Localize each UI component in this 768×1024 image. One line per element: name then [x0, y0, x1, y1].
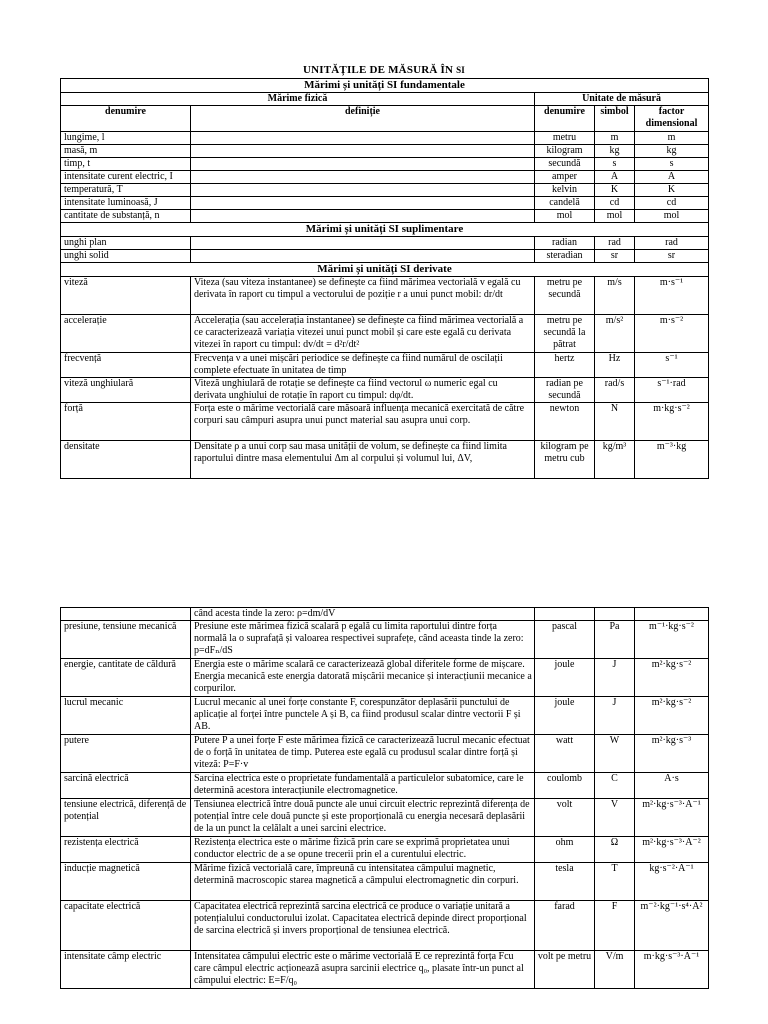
- dimensional-factor: m²·kg·s⁻³: [635, 735, 709, 773]
- quantity-name: unghi plan: [61, 237, 191, 250]
- unit-name: kilogram: [535, 145, 595, 158]
- quantity-name: densitate: [61, 441, 191, 479]
- quantity-name: tensiune electrică, diferență de potențial: [61, 799, 191, 837]
- group-header-row: [61, 93, 709, 106]
- unit-symbol: rad: [595, 237, 635, 250]
- unit-name: joule: [535, 659, 595, 697]
- dimensional-factor: s⁻¹: [635, 353, 709, 378]
- quantity-definition: [191, 171, 535, 184]
- table-row: [61, 353, 709, 378]
- unit-name: volt: [535, 799, 595, 837]
- quantity-name: viteză unghiulară: [61, 378, 191, 403]
- dimensional-factor: kg·s⁻²·A⁻¹: [635, 863, 709, 901]
- unit-name: pascal: [535, 621, 595, 659]
- unit-symbol: J: [595, 659, 635, 697]
- unit-symbol: m: [595, 132, 635, 145]
- quantity-definition: [191, 250, 535, 263]
- unit-name: tesla: [535, 863, 595, 901]
- quantity-definition: [191, 132, 535, 145]
- quantity-definition: [191, 237, 535, 250]
- column-header-symbol: simbol: [595, 106, 635, 132]
- table-row: [61, 184, 709, 197]
- unit-name: steradian: [535, 250, 595, 263]
- unit-name: metru pe secundă: [535, 277, 595, 315]
- unit-symbol: m/s²: [595, 315, 635, 353]
- table-row: [61, 403, 709, 441]
- quantity-definition: [191, 184, 535, 197]
- unit-name: kilogram pe metru cub: [535, 441, 595, 479]
- quantity-definition: [191, 210, 535, 223]
- column-header-unit-name: denumire: [535, 106, 595, 132]
- page-title: [0, 64, 768, 76]
- quantity-name: cantitate de substanță, n: [61, 210, 191, 223]
- si-units-table: [60, 78, 709, 479]
- column-header-definition: definiție: [191, 106, 535, 132]
- table-row-continuation: [61, 608, 709, 621]
- section-title: Mărimi și unități SI fundamentale: [61, 79, 709, 93]
- quantity-definition: când acesta tinde la zero: ρ=dm/dV: [191, 608, 535, 621]
- dimensional-factor: m·kg·s⁻³·A⁻¹: [635, 951, 709, 989]
- quantity-definition: [191, 158, 535, 171]
- section-title: Mărimi și unități SI derivate: [61, 263, 709, 277]
- quantity-name: intensitate câmp electric: [61, 951, 191, 989]
- quantity-name: temperatură, T: [61, 184, 191, 197]
- quantity-name: sarcină electrică: [61, 773, 191, 799]
- unit-name: radian pe secundă: [535, 378, 595, 403]
- quantity-definition: Energia este o mărime scalară ce caracterizează global diferitele forme de mișcare. Energia mecanică este energia datorată mișcării mecanice și interacțiunii mecanice a corpurilor.: [191, 659, 535, 697]
- quantity-name: timp, t: [61, 158, 191, 171]
- table-row: [61, 735, 709, 773]
- table-row: [61, 378, 709, 403]
- unit-symbol: s: [595, 158, 635, 171]
- quantity-name: capacitate electrică: [61, 901, 191, 951]
- table-row: [61, 863, 709, 901]
- section-header-fundamental: [61, 79, 709, 93]
- si-units-table-continued: [60, 607, 709, 989]
- dimensional-factor: m⁻¹·kg·s⁻²: [635, 621, 709, 659]
- quantity-name: [61, 608, 191, 621]
- table-row: [61, 659, 709, 697]
- quantity-definition: Intensitatea câmpului electric este o mărime vectorială E ce reprezintă forța Fcu care câmpul electric acționează asupra sarcinii electrice q₀, plasate într-un punct al câmpului electric: E=F/q₀: [191, 951, 535, 989]
- table-row: [61, 158, 709, 171]
- table-row: [61, 837, 709, 863]
- unit-name: hertz: [535, 353, 595, 378]
- unit-symbol: m/s: [595, 277, 635, 315]
- dimensional-factor: A: [635, 171, 709, 184]
- column-header-row: [61, 106, 709, 132]
- dimensional-factor: m·s⁻¹: [635, 277, 709, 315]
- table-row: [61, 901, 709, 951]
- quantity-name: intensitate luminoasă, J: [61, 197, 191, 210]
- table-row: [61, 250, 709, 263]
- unit-symbol: T: [595, 863, 635, 901]
- dimensional-factor: A·s: [635, 773, 709, 799]
- dimensional-factor: s: [635, 158, 709, 171]
- quantity-name: putere: [61, 735, 191, 773]
- dimensional-factor: m²·kg·s⁻²: [635, 697, 709, 735]
- unit-symbol: rad/s: [595, 378, 635, 403]
- unit-name: watt: [535, 735, 595, 773]
- dimensional-factor: m·kg·s⁻²: [635, 403, 709, 441]
- section-title: Mărimi și unități SI suplimentare: [61, 223, 709, 237]
- unit-name: radian: [535, 237, 595, 250]
- unit-symbol: kg/m³: [595, 441, 635, 479]
- unit-name: joule: [535, 697, 595, 735]
- quantity-name: masă, m: [61, 145, 191, 158]
- quantity-definition: Mărime fizică vectorială care, împreună cu intensitatea câmpului magnetic, determină macroscopic starea magnetică a câmpului electromagnetic din corpuri.: [191, 863, 535, 901]
- dimensional-factor: m: [635, 132, 709, 145]
- quantity-definition: Lucrul mecanic al unei forțe constante F, corespunzător deplasării punctului de aplicație al forței între punctele A și B, ca fiind produsul scalar dintre vectorii F și AB.: [191, 697, 535, 735]
- quantity-definition: Densitate ρ a unui corp sau masa unității de volum, se definește ca fiind limita raportului dintre masa elementului Δm al corpului și volumul lui, ΔV,: [191, 441, 535, 479]
- table-row: [61, 197, 709, 210]
- table-row: [61, 441, 709, 479]
- dimensional-factor: m²·kg·s⁻³·A⁻²: [635, 837, 709, 863]
- dimensional-factor: m⁻²·kg⁻¹·s⁴·A²: [635, 901, 709, 951]
- quantity-name: viteză: [61, 277, 191, 315]
- quantity-definition: Sarcina electrica este o proprietate fundamentală a particulelor subatomice, care le determină acestora interacțiunile electromagnetice.: [191, 773, 535, 799]
- unit-symbol: W: [595, 735, 635, 773]
- quantity-name: unghi solid: [61, 250, 191, 263]
- table-row: [61, 621, 709, 659]
- quantity-definition: [191, 145, 535, 158]
- unit-symbol: Ω: [595, 837, 635, 863]
- table-row: [61, 697, 709, 735]
- quantity-definition: Accelerația (sau accelerația instantanee) se definește ca fiind mărimea vectorială a ce caracterizează variația vitezei unui punct mobil și care este egală cu derivata vitezei în raport cu timpul: dv/dt = d²r/dt²: [191, 315, 535, 353]
- unit-name: metru: [535, 132, 595, 145]
- unit-name: volt pe metru: [535, 951, 595, 989]
- table-row: [61, 145, 709, 158]
- table-row: [61, 951, 709, 989]
- unit-symbol: sr: [595, 250, 635, 263]
- quantity-name: accelerație: [61, 315, 191, 353]
- quantity-definition: Forța este o mărime vectorială care măsoară influența mecanică exercitată de către corpuri sau câmpuri asupra unui punct material sau asupra unui corp.: [191, 403, 535, 441]
- column-header-factor: factor dimensional: [635, 106, 709, 132]
- quantity-definition: Viteză unghiulară de rotație se definește ca fiind vectorul ω numeric egal cu derivata unghiului de rotație în raport cu timpul: dφ/dt.: [191, 378, 535, 403]
- quantity-definition: [191, 197, 535, 210]
- dimensional-factor: m⁻³·kg: [635, 441, 709, 479]
- quantity-name: energie, cantitate de căldură: [61, 659, 191, 697]
- unit-symbol: N: [595, 403, 635, 441]
- unit-name: candelă: [535, 197, 595, 210]
- unit-name: secundă: [535, 158, 595, 171]
- unit-name: metru pe secundă la pătrat: [535, 315, 595, 353]
- unit-symbol: V: [595, 799, 635, 837]
- quantity-name: lungime, l: [61, 132, 191, 145]
- quantity-name: presiune, tensiune mecanică: [61, 621, 191, 659]
- quantity-definition: Tensiunea electrică între două puncte ale unui circuit electric reprezintă diferența de potențial între cele două puncte și este proporțională cu energia necesară deplasării de la un punct la celălalt a unei sarcini electrice.: [191, 799, 535, 837]
- unit-name: ohm: [535, 837, 595, 863]
- unit-name: farad: [535, 901, 595, 951]
- table-row: [61, 773, 709, 799]
- unit-symbol: Hz: [595, 353, 635, 378]
- section-header-supplementary: [61, 223, 709, 237]
- dimensional-factor: [635, 608, 709, 621]
- unit-name: mol: [535, 210, 595, 223]
- unit-name: kelvin: [535, 184, 595, 197]
- dimensional-factor: cd: [635, 197, 709, 210]
- quantity-name: forță: [61, 403, 191, 441]
- table-row: [61, 171, 709, 184]
- quantity-definition: Presiune este mărimea fizică scalară p egală cu limita raportului dintre forța normală la o suprafață și valoarea respectivei suprafețe, când aceasta tinde la zero: p=dFₙ/dS: [191, 621, 535, 659]
- unit-symbol: Pa: [595, 621, 635, 659]
- quantity-definition: Capacitatea electrică reprezintă sarcina electrică ce produce o variație unitară a potențialului conductorului izolat. Capacitatea electrică depinde direct proporțional de sarcina electrică și invers proporțional de tensiunea electrică.: [191, 901, 535, 951]
- table-row: [61, 277, 709, 315]
- unit-symbol: F: [595, 901, 635, 951]
- group-header-unit: Unitate de măsură: [535, 93, 709, 106]
- unit-name: [535, 608, 595, 621]
- quantity-name: lucrul mecanic: [61, 697, 191, 735]
- quantity-definition: Rezistența electrica este o mărime fizică prin care se exprimă proprietatea unui conductor electric de a se opune trecerii prin el a curentului electric.: [191, 837, 535, 863]
- unit-symbol: V/m: [595, 951, 635, 989]
- page-title-text: UNITĂȚILE DE MĂSURĂ ÎN: [302, 64, 454, 76]
- quantity-name: frecvență: [61, 353, 191, 378]
- table-row: [61, 210, 709, 223]
- table-row: [61, 237, 709, 250]
- group-header-quantity: Mărime fizică: [61, 93, 535, 106]
- quantity-definition: Frecvența ν a unei mișcări periodice se definește ca fiind numărul de oscilații complete efectuate în unitatea de timp: [191, 353, 535, 378]
- dimensional-factor: m²·kg·s⁻²: [635, 659, 709, 697]
- unit-symbol: mol: [595, 210, 635, 223]
- unit-symbol: C: [595, 773, 635, 799]
- quantity-name: intensitate curent electric, I: [61, 171, 191, 184]
- table-row: [61, 799, 709, 837]
- section-header-derived: [61, 263, 709, 277]
- table-row: [61, 315, 709, 353]
- dimensional-factor: mol: [635, 210, 709, 223]
- unit-symbol: [595, 608, 635, 621]
- dimensional-factor: sr: [635, 250, 709, 263]
- quantity-definition: Viteza (sau viteza instantanee) se definește ca fiind mărimea vectorială v egală cu derivata în raport cu timpul a vectorului de poziție r a unui punct mobil: dr/dt: [191, 277, 535, 315]
- quantity-definition: Putere P a unei forțe F este mărimea fizică ce caracterizează lucrul mecanic efectuat de o forță în unitatea de timp. Puterea este egală cu produsul scalar dintre forță și viteză: P=F·v: [191, 735, 535, 773]
- unit-symbol: J: [595, 697, 635, 735]
- unit-symbol: kg: [595, 145, 635, 158]
- dimensional-factor: kg: [635, 145, 709, 158]
- page-title-suffix: SI: [456, 65, 466, 75]
- table-row: [61, 132, 709, 145]
- quantity-name: inducție magnetică: [61, 863, 191, 901]
- dimensional-factor: m²·kg·s⁻³·A⁻¹: [635, 799, 709, 837]
- unit-name: newton: [535, 403, 595, 441]
- unit-symbol: cd: [595, 197, 635, 210]
- unit-name: coulomb: [535, 773, 595, 799]
- unit-symbol: K: [595, 184, 635, 197]
- dimensional-factor: rad: [635, 237, 709, 250]
- dimensional-factor: m·s⁻²: [635, 315, 709, 353]
- quantity-name: rezistența electrică: [61, 837, 191, 863]
- dimensional-factor: K: [635, 184, 709, 197]
- unit-name: amper: [535, 171, 595, 184]
- column-header-name: denumire: [61, 106, 191, 132]
- dimensional-factor: s⁻¹·rad: [635, 378, 709, 403]
- unit-symbol: A: [595, 171, 635, 184]
